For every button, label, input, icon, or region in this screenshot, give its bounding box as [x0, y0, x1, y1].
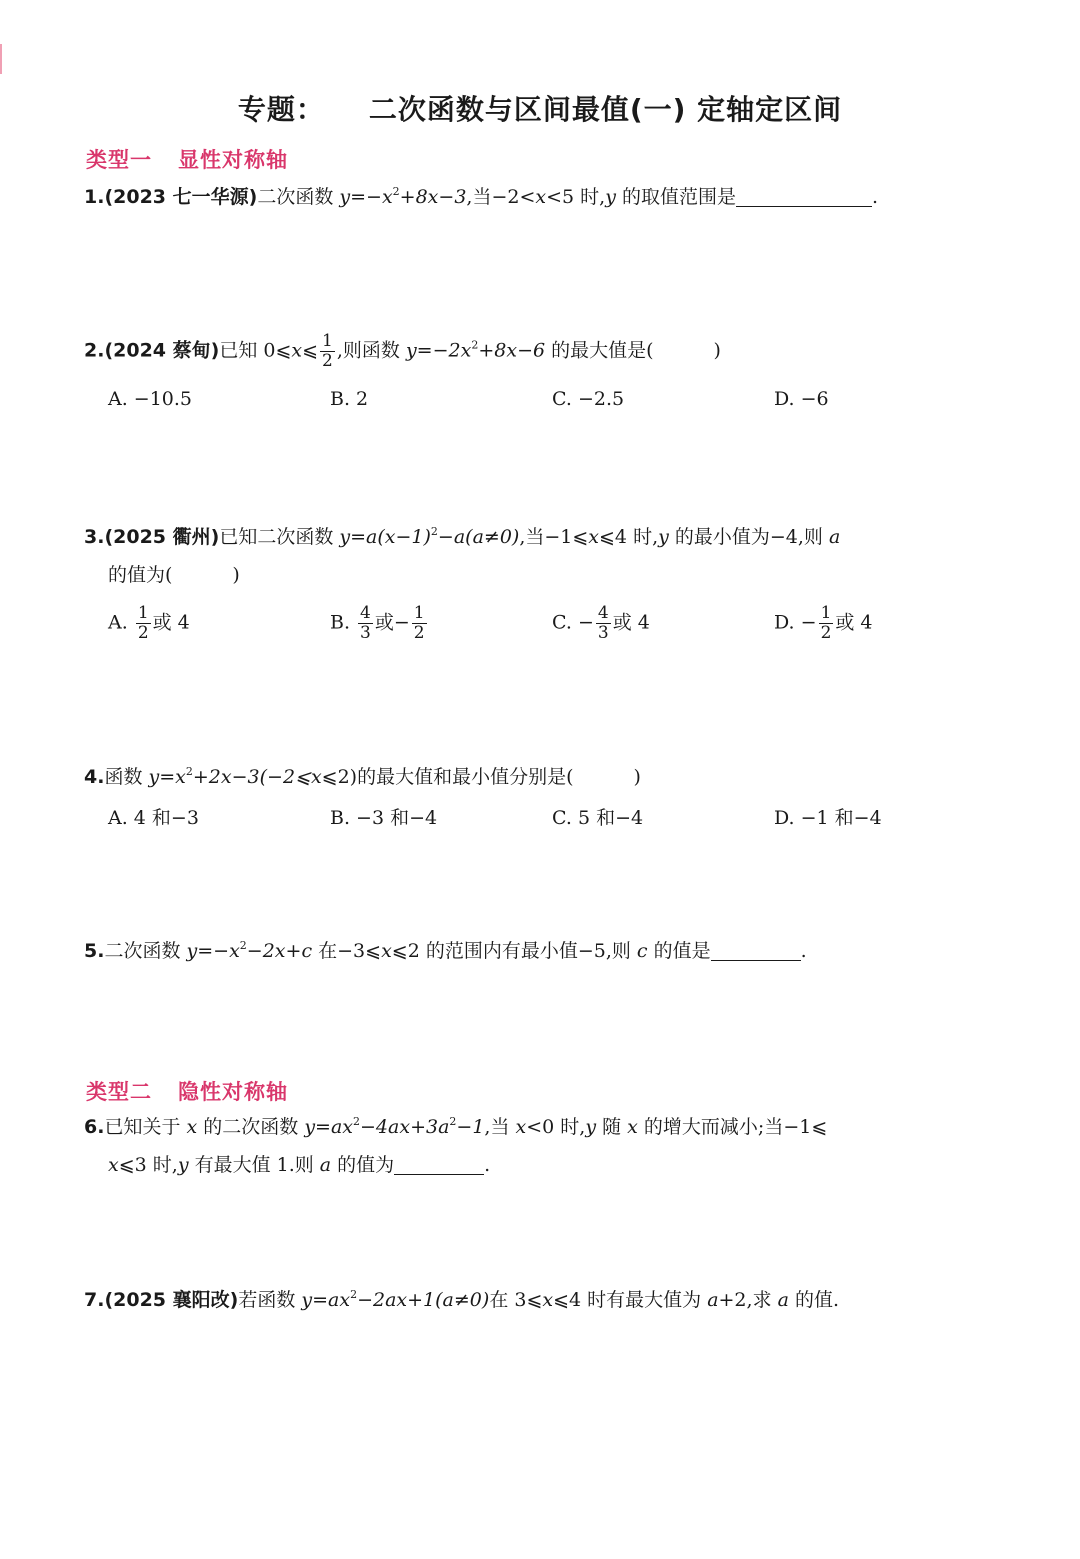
- section-label: 类型一: [86, 148, 152, 172]
- question-text: ,当−2<: [466, 186, 536, 208]
- formula: +2x−3(−2⩽: [192, 766, 311, 788]
- question-source: (2025 衢州): [104, 526, 220, 548]
- option-a[interactable]: A. 4 和−3: [108, 807, 199, 829]
- question-text: 的值为: [331, 1154, 395, 1176]
- question-text: ⩽2)的最大值和最小值分别是(: [321, 766, 574, 788]
- close-paren: ): [713, 339, 721, 362]
- variable: x: [588, 526, 600, 548]
- question-text: 的取值范围是: [615, 186, 736, 208]
- denominator: 2: [820, 623, 832, 643]
- variable: a: [319, 1154, 332, 1176]
- formula: y=−x: [339, 186, 393, 208]
- option-prefix: A.: [108, 611, 134, 634]
- period: .: [832, 1289, 840, 1311]
- question-2: 2.(2024 蔡甸)已知 0⩽x⩽ $\frac{1}{2}$ ,则函数 $y=-2x^2+8x-6$ 的最大值是( ): [84, 331, 721, 371]
- title-prefix: 专题：: [237, 93, 325, 126]
- question-6: 6.已知关于 x 的二次函数 $y=ax^2-4ax+3a^2-1$,当 x<0 时,y 随 x 的增大而减小;当−1⩽: [84, 1115, 828, 1138]
- period: .: [484, 1154, 491, 1176]
- formula: y=−2x: [405, 339, 472, 362]
- formula: +8x−3: [399, 186, 467, 208]
- variable: y: [585, 1116, 597, 1138]
- formula: −a(a≠0): [437, 526, 520, 548]
- numerator: 4: [597, 603, 609, 623]
- variable: x: [542, 1289, 554, 1311]
- question-text: 在−3⩽: [312, 940, 382, 962]
- question-text: ⩽3 时,: [118, 1154, 178, 1176]
- denominator: 3: [360, 623, 371, 643]
- question-number: 5.: [84, 940, 105, 962]
- question-text: 的最小值为−4,则: [668, 526, 829, 548]
- option-d[interactable]: [774, 604, 873, 643]
- formula: −2x+c: [246, 940, 313, 962]
- variable: x: [186, 1116, 198, 1138]
- variable: x: [310, 766, 322, 788]
- question-text: +2,求: [718, 1289, 778, 1311]
- question-3: 3.(2025 衢州)已知二次函数 $y=a(x-1)^2-a(a\ne 0)$,当−1⩽x⩽4 时,y 的最小值为−4,则 a: [84, 525, 841, 548]
- question-text: 随: [596, 1116, 628, 1138]
- question-text: 函数: [104, 766, 149, 788]
- question-text: 若函数: [238, 1289, 302, 1311]
- question-source: (2024 蔡甸): [104, 339, 220, 362]
- question-text: 二次函数: [104, 940, 187, 962]
- option-mid: 或−: [374, 611, 410, 634]
- option-a[interactable]: A. −10.5: [108, 388, 193, 410]
- variable: x: [627, 1116, 638, 1138]
- question-text: <5 时,: [546, 186, 606, 208]
- denominator: 2: [322, 351, 333, 371]
- answer-blank[interactable]: [711, 940, 801, 961]
- question-text: ,当: [484, 1116, 516, 1138]
- question-5: 5.二次函数 $y=-x^2-2x+c$ 在−3⩽x⩽2 的范围内有最小值−5,则 c 的值是 .: [84, 939, 807, 962]
- fraction: [819, 604, 834, 643]
- denominator: 3: [597, 623, 609, 643]
- variable: a: [828, 526, 841, 548]
- page-edge-mark: [0, 44, 5, 74]
- question-text: 有最大值 1.则: [188, 1154, 320, 1176]
- question-text: 的增大而减小;当−1⩽: [637, 1116, 828, 1138]
- question-text: ⩽4 时,: [599, 526, 659, 548]
- variable: x: [108, 1154, 119, 1176]
- question-source: (2025 襄阳改): [104, 1289, 239, 1311]
- question-number: 6.: [84, 1116, 105, 1138]
- option-d[interactable]: D. −6: [774, 388, 829, 410]
- variable: a: [777, 1289, 789, 1311]
- option-a[interactable]: [108, 604, 190, 643]
- section-label: 类型二: [86, 1080, 152, 1104]
- question-text: 的值是: [647, 940, 711, 962]
- fraction: [596, 604, 611, 643]
- formula: −2ax+1(a≠0): [357, 1289, 490, 1311]
- numerator: 1: [322, 331, 333, 351]
- question-text: 已知 0⩽: [219, 339, 292, 362]
- fraction: [320, 332, 335, 371]
- denominator: 2: [137, 623, 149, 643]
- question-text: ⩽2 的范围内有最小值−5,则: [391, 940, 637, 962]
- period: .: [871, 186, 879, 208]
- numerator: 1: [137, 603, 149, 623]
- answer-blank[interactable]: [394, 1154, 484, 1175]
- variable: a: [707, 1289, 719, 1311]
- question-number: 3.: [84, 526, 105, 548]
- question-number: 4.: [84, 766, 105, 788]
- option-prefix: B.: [330, 611, 357, 634]
- question-number: 7.: [84, 1289, 105, 1311]
- period: .: [800, 940, 807, 962]
- variable: x: [291, 339, 303, 362]
- numerator: 1: [413, 603, 425, 623]
- formula: y=ax: [301, 1289, 351, 1311]
- question-text: 已知二次函数: [219, 526, 340, 548]
- option-prefix: C. −: [552, 611, 594, 634]
- question-number: 1.: [84, 186, 105, 208]
- question-4: 4.函数 $y=x^2+2x-3(-2⩽x⩽2)$的最大值和最小值分别是( ): [84, 765, 641, 788]
- option-c[interactable]: [552, 604, 650, 643]
- formula: y=x: [148, 766, 186, 788]
- formula: y=ax: [304, 1116, 354, 1138]
- question-3-line-2: [108, 562, 240, 588]
- page-title: [0, 88, 1080, 128]
- section-name: 显性对称轴: [178, 148, 288, 172]
- question-text: 在 3⩽: [489, 1289, 543, 1311]
- question-text: <0 时,: [526, 1116, 586, 1138]
- denominator: 2: [413, 623, 425, 643]
- variable: x: [381, 940, 392, 962]
- option-d[interactable]: D. −1 和−4: [774, 807, 882, 829]
- option-b[interactable]: [330, 604, 429, 643]
- variable: x: [515, 1116, 527, 1138]
- question-text: 的值: [788, 1289, 833, 1311]
- question-text: ,则函数: [336, 339, 406, 362]
- option-suffix: 或 4: [152, 611, 190, 634]
- variable: y: [605, 186, 616, 208]
- formula: −1: [456, 1116, 485, 1138]
- title-main: 二次函数与区间最值(一) 定轴定区间: [368, 93, 843, 126]
- question-source: (2023 七一华源): [104, 186, 258, 208]
- option-c[interactable]: C. 5 和−4: [552, 807, 644, 829]
- option-suffix: 或 4: [612, 611, 650, 634]
- option-b[interactable]: B. −3 和−4: [330, 807, 438, 829]
- question-text: ⩽4 时有最大值为: [553, 1289, 708, 1311]
- question-number: 2.: [84, 339, 105, 362]
- fraction: [412, 604, 427, 643]
- formula: y=a(x−1): [339, 526, 431, 548]
- section-heading-2: [86, 1076, 288, 1106]
- question-7: 7.(2025 襄阳改)若函数 $y=ax^2-2ax+1(a\ne 0)$在 3⩽x⩽4 时有最大值为 a+2,求 a 的值.: [84, 1288, 840, 1311]
- section-heading-1: [86, 144, 288, 174]
- question-text: ⩽: [302, 339, 319, 362]
- formula: −4ax+3a: [360, 1116, 450, 1138]
- variable: y: [658, 526, 669, 548]
- close-paren: ): [633, 766, 641, 788]
- option-b[interactable]: B. 2: [330, 388, 369, 410]
- option-c[interactable]: C. −2.5: [552, 388, 625, 410]
- section-name: 隐性对称轴: [178, 1080, 288, 1104]
- question-text: 的最大值是(: [545, 339, 654, 362]
- question-6-line-2: [108, 1152, 490, 1178]
- variable: c: [636, 940, 648, 962]
- question-text: 已知关于: [104, 1116, 187, 1138]
- question-text: 二次函数: [257, 186, 340, 208]
- question-text: 的值为(: [108, 564, 173, 586]
- close-paren: ): [232, 564, 240, 586]
- question-text: ,当−1⩽: [519, 526, 589, 548]
- option-suffix: 或 4: [835, 611, 873, 634]
- variable: y: [177, 1154, 189, 1176]
- variable: x: [535, 186, 547, 208]
- answer-blank[interactable]: [736, 186, 872, 207]
- formula: y=−x: [186, 940, 240, 962]
- question-1: 1.(2023 七一华源)二次函数 $y=-x^2+8x-3$,当−2<x<5 时,y 的取值范围是 .: [84, 185, 879, 208]
- formula: +8x−6: [478, 339, 546, 362]
- numerator: 4: [360, 603, 371, 623]
- question-text: 的二次函数: [197, 1116, 305, 1138]
- fraction: [136, 604, 151, 643]
- option-prefix: D. −: [774, 611, 817, 634]
- numerator: 1: [820, 603, 832, 623]
- fraction: [358, 604, 373, 643]
